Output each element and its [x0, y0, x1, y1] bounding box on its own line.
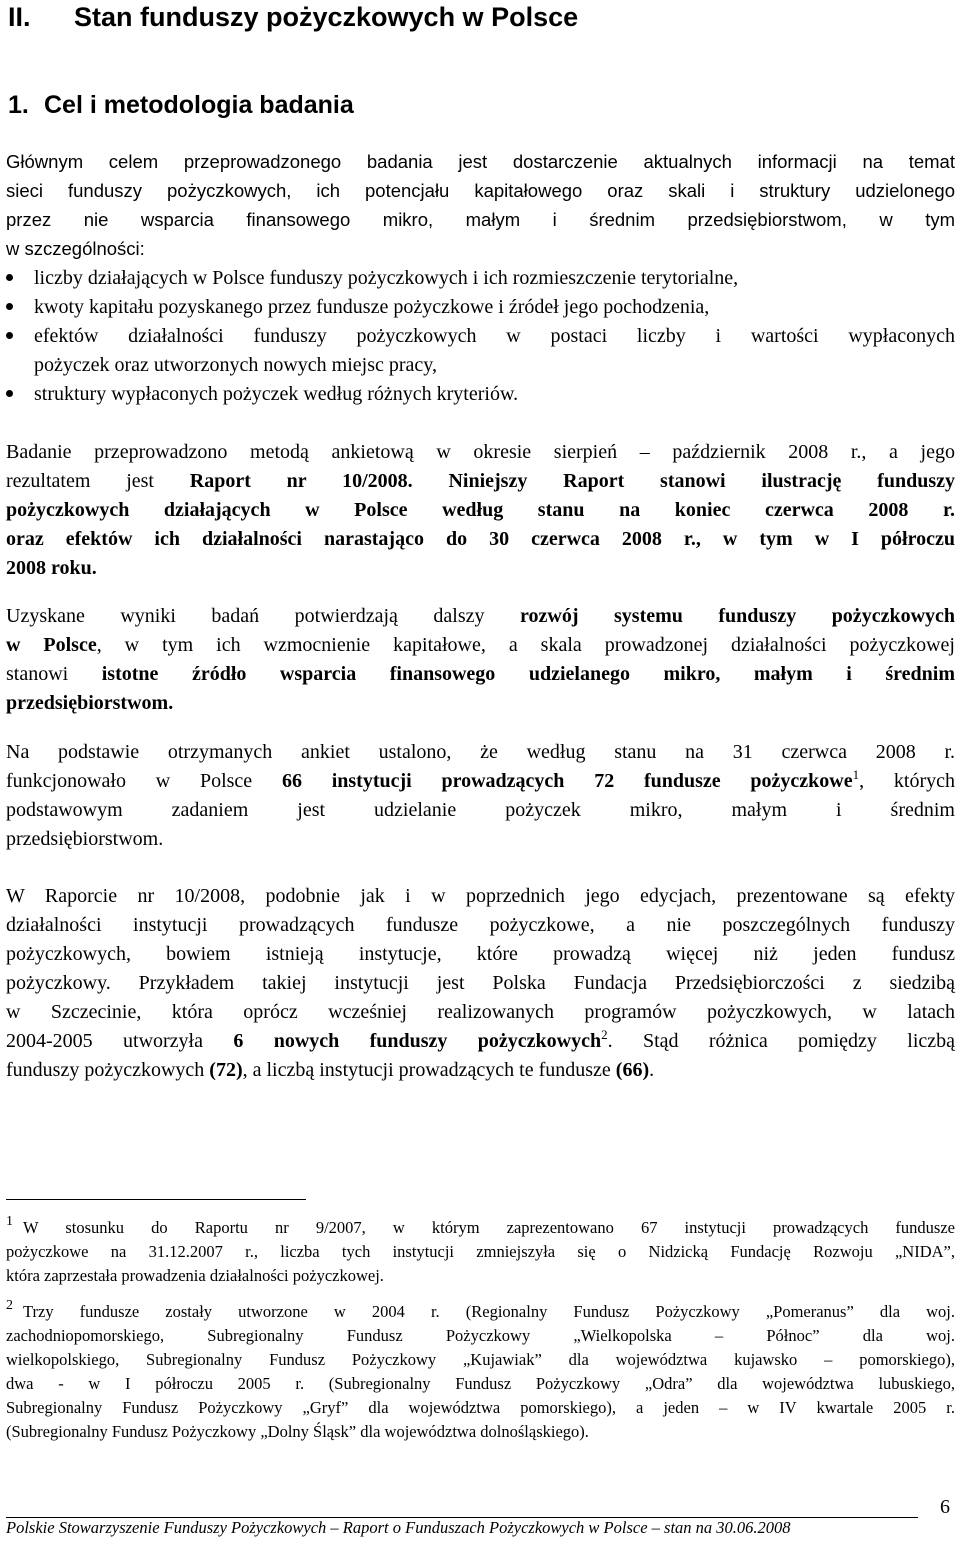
- footnote-line: Subregionalny Fundusz Pożyczkowy „Gryf” dla województwa pomorskiego), a jeden – w IV kwartale 2005 r.: [6, 1398, 955, 1417]
- findings-paragraph: [6, 738, 955, 854]
- text-line: [6, 631, 955, 660]
- text-line: Głównym celem przeprowadzonego badania jest dostarczenie aktualnych informacji na temat: [6, 151, 955, 172]
- text-line: [6, 1027, 955, 1056]
- text-run-bold: pożyczkowych działających w Polsce według stanu na koniec czerwca 2008 r.: [6, 499, 955, 521]
- subsection-heading: [8, 91, 354, 120]
- text-line: w szczególności:: [6, 238, 145, 259]
- text-line: [6, 496, 955, 525]
- intro-paragraph: [6, 147, 955, 263]
- text-run: , a liczbą instytucji prowadzących te fundusze: [242, 1059, 616, 1081]
- list-item-text: kwoty kapitału pozyskanego przez fundusze pożyczkowe i źródeł jego pochodzenia,: [34, 296, 710, 318]
- list-item-text: pożyczek oraz utworzonych nowych miejsc pracy,: [34, 354, 437, 376]
- text-line: podstawowym zadaniem jest udzielanie pożyczek mikro, małym i średnim: [6, 799, 955, 821]
- section-number: II.: [8, 2, 31, 32]
- text-line: w Szczecinie, która oprócz wcześniej realizowanych programów pożyczkowych, w latach: [6, 1001, 955, 1023]
- text-run: , w tym ich wzmocnienie kapitałowe, a skala prowadzonej działalności pożyczkowej: [96, 634, 955, 656]
- text-line: [6, 467, 955, 496]
- footnote-line: dwa - w I półroczu 2005 r. (Subregionalny Fundusz Pożyczkowy „Odra” dla województwa lubuskiego,: [6, 1374, 955, 1393]
- footnote-text: Trzy fundusze zostały utworzone w 2004 r. (Regionalny Fundusz Pożyczkowy „Pomeranus” dla woj.: [23, 1302, 955, 1321]
- bullet-icon: [6, 274, 13, 281]
- text-run-bold: 66 instytucji prowadzących 72 fundusze pożyczkowe: [281, 770, 853, 792]
- footnote-line: która zaprzestała prowadzenia działalności pożyczkowej.: [6, 1266, 384, 1285]
- text-line: działalności instytucji prowadzących fundusze pożyczkowe, a nie poszczególnych funduszy: [6, 914, 955, 936]
- text-line: [6, 689, 955, 718]
- footnote-text: W stosunku do Raportu nr 9/2007, w którym zaprezentowano 67 instytucji prowadzących fundusze: [23, 1218, 955, 1237]
- text-run-bold: w Polsce: [6, 634, 97, 656]
- text-line: [6, 1056, 955, 1085]
- text-line: W Raporcie nr 10/2008, podobnie jak i w poprzednich jego edycjach, prezentowane są efekty: [6, 885, 955, 907]
- text-run-bold: rozwój systemu funduszy pożyczkowych: [520, 605, 956, 627]
- footnote-mark: 1: [6, 1214, 13, 1229]
- list-item: [6, 293, 955, 322]
- text-run: stanowi: [6, 663, 102, 685]
- footnote-1: [6, 1216, 955, 1288]
- footnote-line: wielkopolskiego, Subregionalny Fundusz Pożyczkowy „Kujawiak” dla województwa kujawsko – pomorskiego),: [6, 1350, 955, 1369]
- text-line: pożyczkowy. Przykładem takiej instytucji jest Polska Fundacja Przedsiębiorczości z siedzibą: [6, 972, 955, 994]
- text-run-bold: oraz efektów ich działalności narastająco do 30 czerwca 2008 r., w tym w I półroczu: [6, 528, 955, 550]
- footnote-ref[interactable]: 2: [601, 1027, 608, 1042]
- list-item: [6, 380, 955, 409]
- text-line: [6, 660, 955, 689]
- bullet-icon: [6, 303, 13, 310]
- footnote-separator: [6, 1199, 306, 1200]
- text-run: . Stąd różnica pomiędzy liczbą: [607, 1030, 956, 1052]
- text-run: .: [649, 1059, 655, 1081]
- list-item-text: struktury wypłaconych pożyczek według różnych kryteriów.: [34, 383, 519, 405]
- text-line: przedsiębiorstwom.: [6, 828, 164, 850]
- text-line: sieci funduszy pożyczkowych, ich potencjału kapitałowego oraz skali i struktury udzielonego: [6, 180, 955, 201]
- methodology-paragraph: [6, 438, 955, 583]
- text-run-bold: 2008 roku.: [6, 557, 97, 579]
- bullet-icon: [6, 332, 13, 339]
- list-item-text: efektów działalności funduszy pożyczkowych w postaci liczby i wartości wypłaconych: [34, 325, 955, 347]
- text-run-bold: (66): [615, 1059, 650, 1081]
- text-run-bold: 6 nowych funduszy pożyczkowych: [233, 1030, 602, 1052]
- section-heading: [8, 2, 578, 33]
- list-item: [6, 322, 955, 380]
- page-footer: Polskie Stowarzyszenie Funduszy Pożyczkowych – Raport o Funduszach Pożyczkowych w Polsce – stan na 30.06.2008: [6, 1518, 791, 1537]
- text-run: rezultatem jest: [6, 470, 190, 492]
- page-number: 6: [940, 1496, 950, 1518]
- footnote-line: pożyczkowe na 31.12.2007 r., liczba tych instytucji zmniejszyła się o Nidzicką Fundację Rozwoju „NIDA”,: [6, 1242, 955, 1261]
- subsection-number: 1.: [8, 91, 29, 119]
- text-run: , których: [859, 770, 955, 792]
- text-run: 2004-2005 utworzyła: [6, 1030, 234, 1052]
- footnote-line: [6, 1216, 955, 1240]
- text-run: funkcjonowało w Polsce: [6, 770, 282, 792]
- text-run-bold: przedsiębiorstwom.: [6, 692, 174, 714]
- footnote-line: (Subregionalny Fundusz Pożyczkowy „Dolny Śląsk” dla województwa dolnośląskiego).: [6, 1422, 589, 1441]
- report-name: Raport nr 10/2008.: [189, 470, 413, 492]
- text-line: [6, 554, 955, 583]
- footnote-2: [6, 1300, 955, 1444]
- footnote-line: zachodniopomorskiego, Subregionalny Fundusz Pożyczkowy „Wielkopolska – Północ” dla woj.: [6, 1326, 955, 1345]
- list-item-text: liczby działających w Polsce funduszy pożyczkowych i ich rozmieszczenie terytorialne,: [34, 267, 739, 289]
- text-run: funduszy pożyczkowych: [6, 1059, 210, 1081]
- results-paragraph: [6, 602, 955, 718]
- text-line: [6, 602, 955, 631]
- list-item: [6, 264, 955, 293]
- text-run-bold: (72): [209, 1059, 243, 1081]
- section-title: Stan funduszy pożyczkowych w Polsce: [74, 2, 579, 32]
- text-run-bold: Niniejszy Raport stanowi ilustrację funduszy: [412, 470, 955, 492]
- footnote-mark: 2: [6, 1298, 13, 1313]
- text-run-bold: istotne źródło wsparcia finansowego udzielanego mikro, małym i średnim: [101, 663, 955, 685]
- footnote-line: [6, 1300, 955, 1324]
- text-line: Na podstawie otrzymanych ankiet ustalono, że według stanu na 31 czerwca 2008 r.: [6, 741, 955, 763]
- text-line: Badanie przeprowadzono metodą ankietową w okresie sierpień – październik 2008 r., a jego: [6, 441, 955, 463]
- text-run: Uzyskane wyniki badań potwierdzają dalszy: [6, 605, 521, 627]
- footnote-ref[interactable]: 1: [852, 767, 860, 782]
- text-line: [6, 767, 955, 796]
- objectives-list: [6, 264, 955, 409]
- text-line: przez nie wsparcia finansowego mikro, małym i średnim przedsiębiorstwom, w tym: [6, 209, 955, 230]
- report-scope-paragraph: [6, 882, 955, 1085]
- bullet-icon: [6, 390, 13, 397]
- text-line: pożyczkowych, bowiem istnieją instytucje, które prowadzą więcej niż jeden fundusz: [6, 943, 955, 965]
- text-line: [6, 525, 955, 554]
- subsection-title: Cel i metodologia badania: [44, 91, 354, 119]
